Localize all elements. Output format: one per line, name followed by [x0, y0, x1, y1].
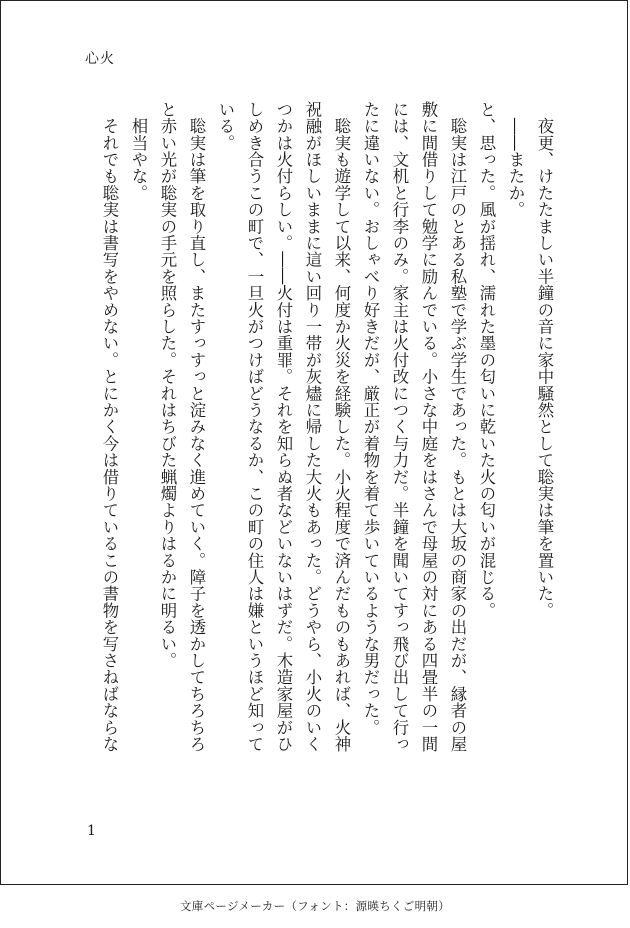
body-text: [59, 101, 559, 811]
text-line: それでも聡実は書写をやめない。とにかく今は借りているこの書物を写さねばならな: [100, 101, 119, 753]
text-line: しめき合うこの町で、一旦火がつけばどうなるか、この町の住人は嫌というほど知って: [245, 101, 264, 753]
text-line: つかは火付らしい。――火付は重罪。それを知らぬ者などいないはずだ。木造家屋がひ: [274, 101, 293, 753]
text-line: 祝融がほしいままに這い回り一帯が灰燼に帰した大火もあった。どうやら、小火のいく: [303, 101, 322, 753]
footer-credit: 文庫ページメーカー（フォント：源暎ちくご明朝）: [179, 899, 451, 913]
text-line: いる。: [216, 101, 235, 152]
text-line: 相当やな。: [129, 101, 148, 202]
text-line: 聡実は筆を取り直し、またすっすっと淀みなく進めていく。障子を透かしてちろちろ: [187, 101, 206, 753]
text-line: ――またか。: [506, 101, 525, 218]
text-line: には、文机と行李のみ。家主は火付改につく与力だ。半鐘を聞いてすっ飛び出して行っ: [390, 101, 409, 753]
page-number: 1: [87, 823, 96, 839]
text-line: と赤い光が聡実の手元を照らした。それはちびた蝋燭よりはるかに明るい。: [158, 101, 177, 669]
text-line: と、思った。風が揺れ、濡れた墨の匂いに乾いた火の匂いが混じる。: [477, 101, 496, 619]
text-line: 聡実は江戸のとある私塾で学ぶ学生であった。もとは大坂の商家の出だが、縁者の屋: [448, 101, 467, 753]
text-line: 聡実も遊学して以来、何度か火災を経験した。小火程度で済んだものもあれば、火神: [332, 101, 351, 753]
text-line: たに違いない。おしゃべり好きだが、厳正が着物を着て歩いているような男だった。: [361, 101, 380, 736]
text-line: 夜更、けたたましい半鐘の音に家中騒然として聡実は筆を置いた。: [535, 101, 554, 619]
text-line: 敷に間借りして勉学に励んでいる。小さな中庭をはさんで母屋の対にある四畳半の一間: [419, 101, 438, 753]
page-title: 心火: [85, 51, 115, 67]
